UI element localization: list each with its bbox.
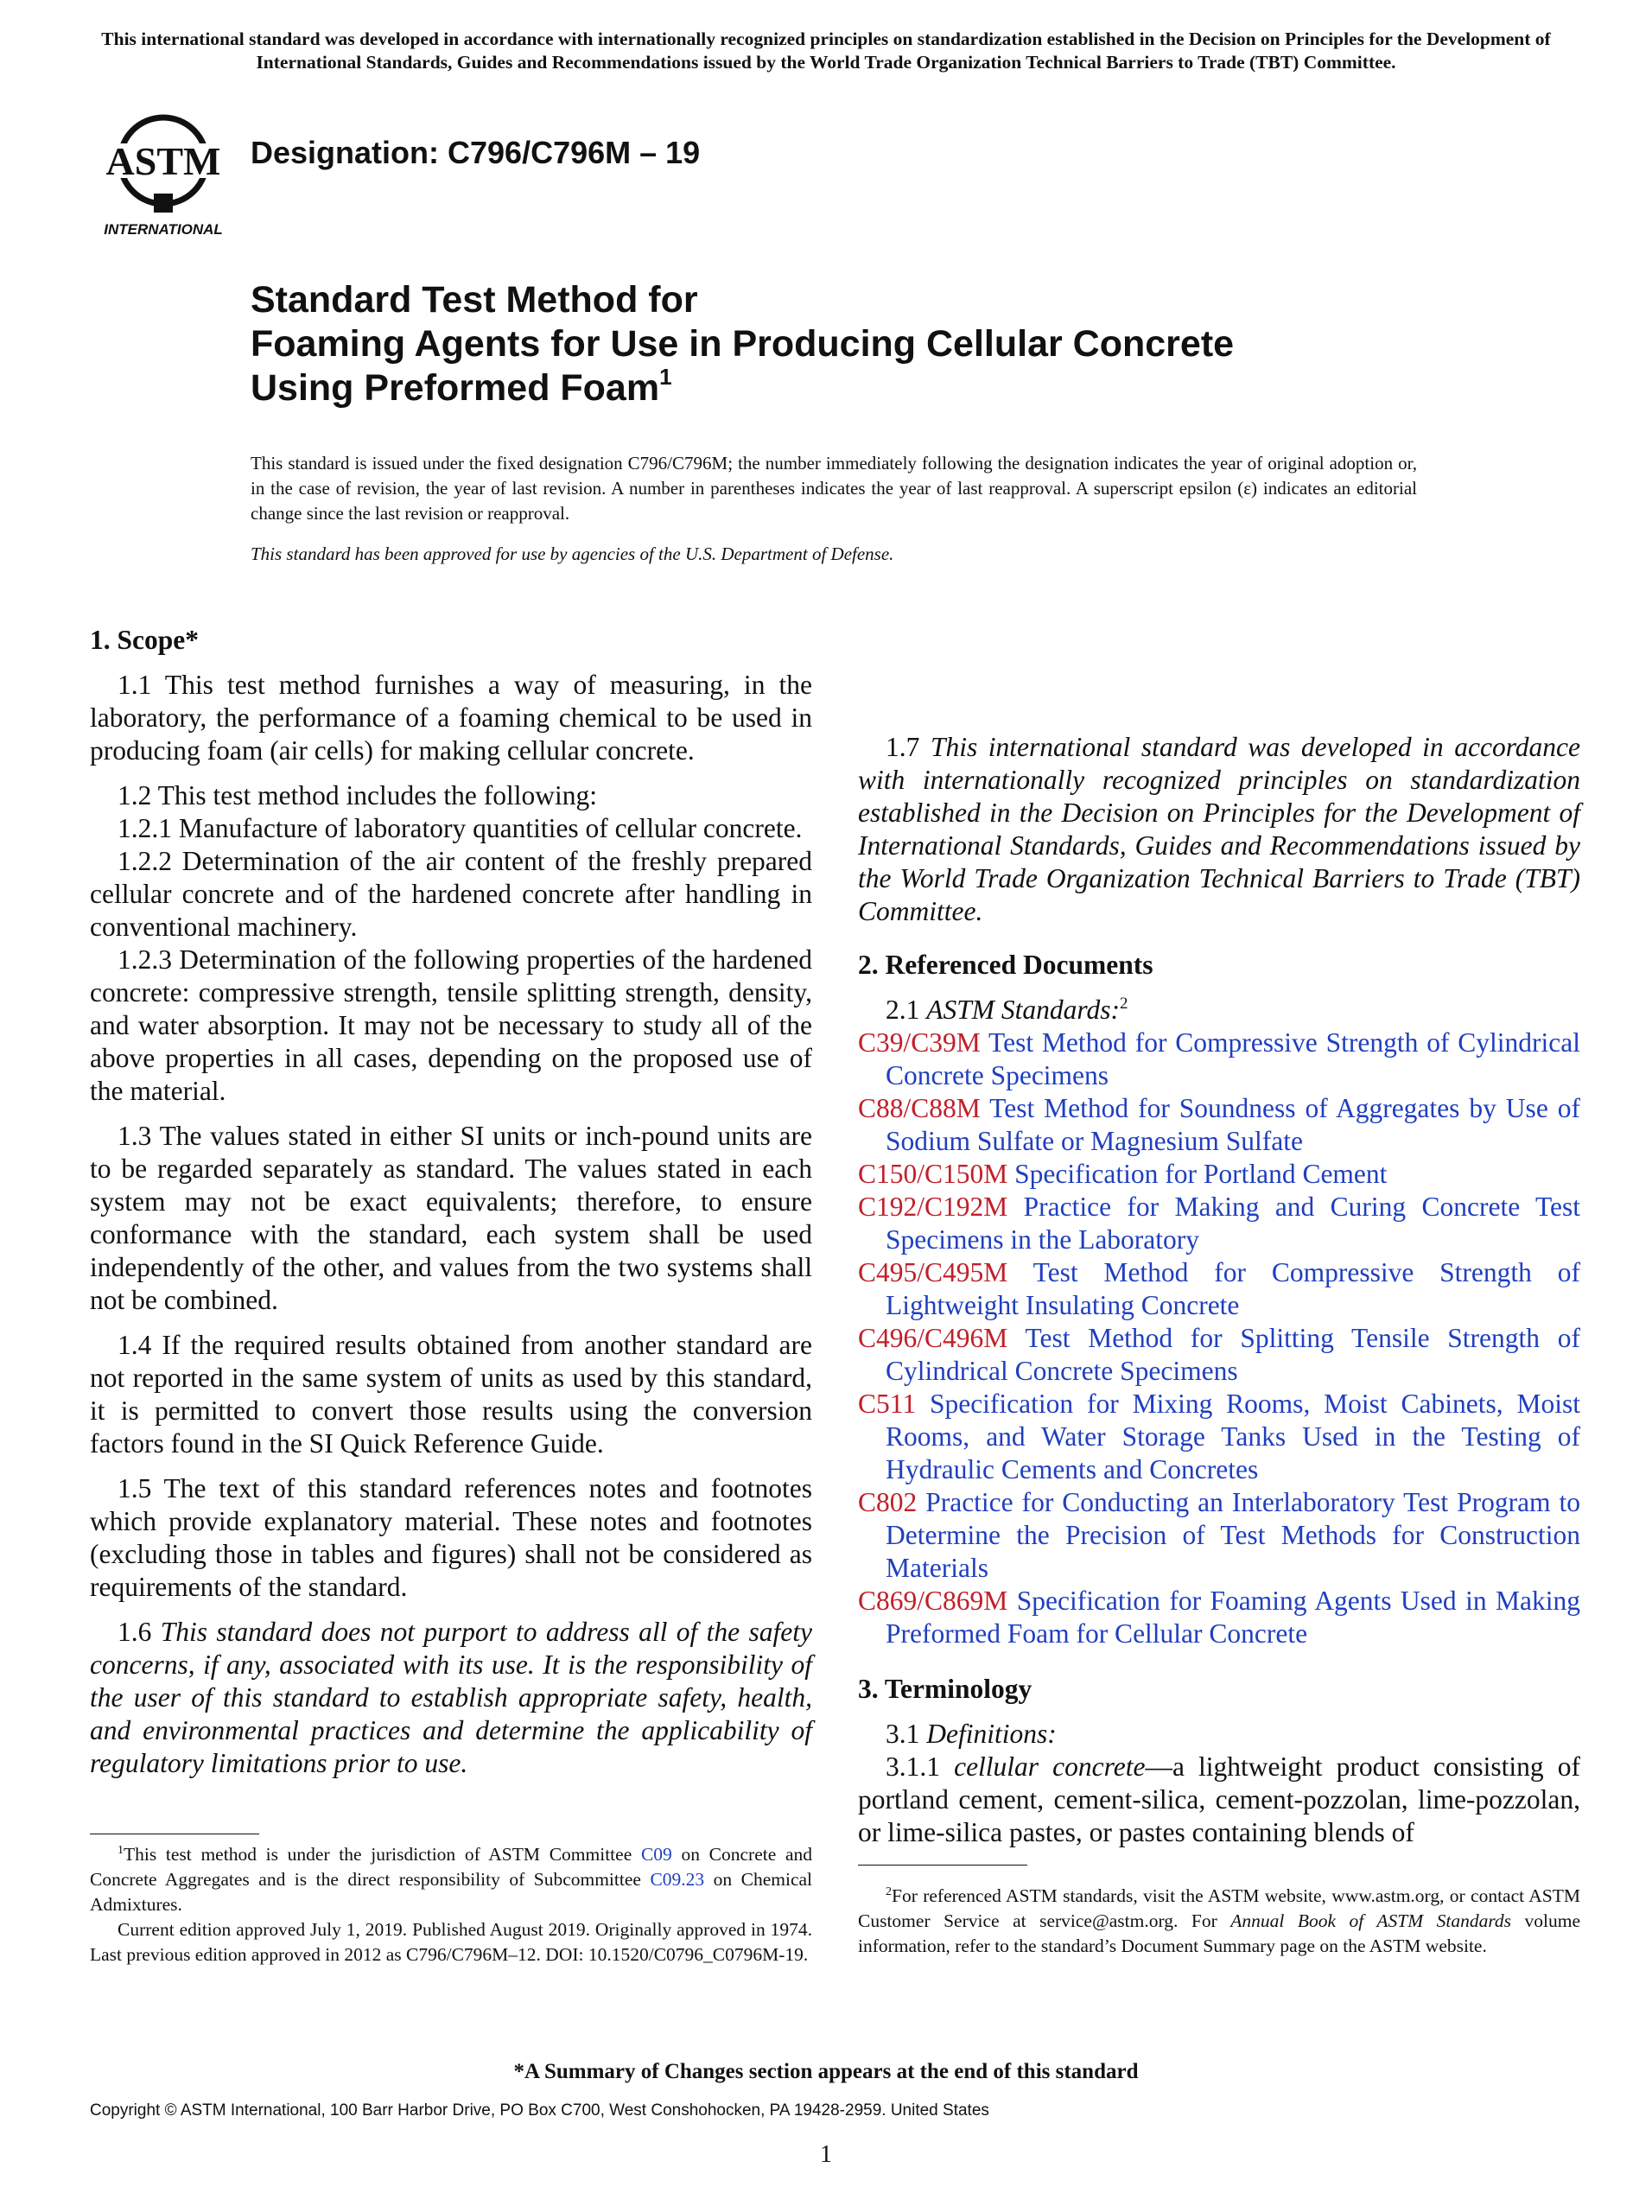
committee-c09-link[interactable]: C09 bbox=[640, 1844, 672, 1865]
footnote-2-italic: Annual Book of ASTM Standards bbox=[1230, 1910, 1512, 1931]
reference-item bbox=[858, 1388, 1580, 1486]
paragraph-1-7-number: 1.7 bbox=[886, 732, 920, 762]
reference-title-link[interactable]: Specification for Foaming Agents Used in Making Preformed Foam for Cellular Concrete bbox=[886, 1586, 1580, 1649]
reference-title-link[interactable]: Practice for Making and Curing Concrete Test Specimens in the Laboratory bbox=[886, 1192, 1580, 1255]
reference-code-link[interactable]: C495/C495M bbox=[858, 1257, 1008, 1287]
top-notice: This international standard was developed in accordance with internationally recognized principles on standardization established in the Decision on Principles for the Development of International Standards, Guides and Recommendations issued by the World Trade Organization Technical Barriers to Trade (TBT) Committee. bbox=[101, 29, 1551, 73]
reference-item bbox=[858, 1092, 1580, 1158]
paragraph-3-1-1 bbox=[858, 1751, 1580, 1849]
paragraph-3-1-1-text: —a lightweight product consisting of portland cement, cement-silica, cement-pozzolan, lime-pozzolan, or lime-silica pastes, or pastes containing blends of bbox=[858, 1751, 1580, 1847]
footnote-1-text-c: on Chemical Admixtures. bbox=[90, 1869, 813, 1915]
paragraph-1-6 bbox=[90, 1616, 812, 1780]
reference-code-link[interactable]: C869/C869M bbox=[858, 1586, 1008, 1616]
title-line-2: Foaming Agents for Use in Producing Cellular Concrete bbox=[251, 323, 1235, 365]
paragraph-1-2-2: 1.2.2 Determination of the air content of the freshly prepared cellular concrete and of the hardened concrete after handling in conventional machinery. bbox=[90, 846, 812, 942]
footnote-1-edition: Current edition approved July 1, 2019. Published August 2019. Originally approved in 1974. Last previous edition approved in 2012 as C796/C796M–12. DOI: 10.1520/C0796_C0796M-19. bbox=[90, 1919, 812, 1965]
reference-title-link[interactable]: Test Method for Compressive Strength of Lightweight Insulating Concrete bbox=[886, 1257, 1580, 1320]
reference-code-link[interactable]: C496/C496M bbox=[858, 1323, 1008, 1353]
reference-item bbox=[858, 1322, 1580, 1388]
footnote-1-text-b: on Concrete and Concrete Aggregates and is the direct responsibility of Subcommittee bbox=[90, 1844, 812, 1890]
section-heading-terminology: 3. Terminology bbox=[858, 1674, 1032, 1704]
footnote-2-paragraph bbox=[858, 1884, 1580, 1959]
paragraph-1-2-1: 1.2.1 Manufacture of laboratory quantities of cellular concrete. bbox=[118, 813, 803, 843]
paragraph-2-1-number: 2.1 bbox=[886, 995, 920, 1025]
title-footnote-mark: 1 bbox=[659, 364, 672, 390]
term-cellular-concrete: cellular concrete bbox=[954, 1751, 1146, 1782]
footnote-2-text-b: volume information, refer to the standard’s Document Summary page on the ASTM website. bbox=[858, 1910, 1581, 1956]
left-column bbox=[90, 624, 812, 1780]
paragraph-2-1-footnote-mark: 2 bbox=[1119, 995, 1128, 1013]
footnote-2-mark: 2 bbox=[886, 1885, 892, 1898]
reference-code-link[interactable]: C150/C150M bbox=[858, 1159, 1008, 1189]
logo-mark: ASTM bbox=[105, 139, 221, 183]
section-heading-referenced-documents: 2. Referenced Documents bbox=[858, 950, 1153, 980]
reference-item bbox=[858, 1027, 1580, 1092]
reference-title-link[interactable]: Test Method for Soundness of Aggregates by Use of Sodium Sulfate or Magnesium Sulfate bbox=[886, 1093, 1580, 1156]
footnote-2 bbox=[858, 1884, 1580, 1959]
reference-code-link[interactable]: C802 bbox=[858, 1487, 918, 1517]
section-heading-scope: 1. Scope* bbox=[90, 625, 199, 655]
reference-title-link[interactable]: Specification for Portland Cement bbox=[1014, 1159, 1388, 1189]
footnote-1-mark: 1 bbox=[118, 1844, 124, 1857]
issue-note-text: This standard is issued under the fixed designation C796/C796M; the number immediately following the designation indicates the year of original adoption or, in the case of revision, the year of last revision. A number in parentheses indicates the year of last reapproval. A superscript epsilon (ε) indicates an editorial change since the last revision or reapproval. bbox=[251, 453, 1417, 524]
footnote-2-text-a: For referenced ASTM standards, visit the ASTM website, www.astm.org, or contact ASTM Customer Service at service@astm.org. For bbox=[858, 1885, 1580, 1931]
paragraph-3-1-label: Definitions: bbox=[926, 1719, 1057, 1749]
paragraph-3-1-1-number: 3.1.1 bbox=[886, 1751, 940, 1782]
title-line-1: Standard Test Method for bbox=[251, 279, 698, 321]
paragraph-1-3: 1.3 The values stated in either SI units or inch-pound units are to be regarded separately as standard. The values stated in each system may not be exact equivalents; therefore, to ensure conformance with the standard, each system shall be used independently of the other, and values from the two systems shall not be combined. bbox=[90, 1121, 812, 1315]
paragraph-1-6-text: This standard does not purport to address all of the safety concerns, if any, associated with its use. It is the responsibility of the user of this standard to establish appropriate safety, health, and environmental practices and determine the applicability of regulatory limitations prior to use. bbox=[90, 1617, 812, 1778]
footnote-1 bbox=[90, 1842, 812, 1967]
reference-code-link[interactable]: C192/C192M bbox=[858, 1192, 1008, 1222]
reference-code-link[interactable]: C39/C39M bbox=[858, 1027, 981, 1058]
subcommittee-c09-23-link[interactable]: C09.23 bbox=[650, 1869, 705, 1890]
paragraph-1-1: 1.1 This test method furnishes a way of measuring, in the laboratory, the performance of a foaming chemical to be used in producing foam (air cells) for making cellular concrete. bbox=[90, 670, 812, 766]
paragraph-2-1 bbox=[858, 994, 1580, 1027]
document-title bbox=[251, 278, 1547, 410]
paragraph-3-1-number: 3.1 bbox=[886, 1719, 920, 1749]
paragraph-1-7 bbox=[858, 731, 1580, 928]
reference-item bbox=[858, 1158, 1580, 1191]
paragraph-1-5: 1.5 The text of this standard references notes and footnotes which provide explanatory material. These notes and footnotes (excluding those in tables and figures) shall not be considered as requirements of the standard. bbox=[90, 1473, 812, 1602]
footnote-1-text-a: This test method is under the jurisdiction of ASTM Committee bbox=[124, 1844, 641, 1865]
reference-code-link[interactable]: C511 bbox=[858, 1389, 917, 1419]
issue-note bbox=[251, 451, 1417, 526]
paragraph-1-7-text: This international standard was developed in accordance with internationally recognized principles on standardization established in the Decision on Principles for the Development of International Standards, Guides and Recommendations issued by the World Trade Organization Technical Barriers to Trade (TBT) Committee. bbox=[858, 732, 1580, 926]
title-line-3-text: Using Preformed Foam bbox=[251, 367, 660, 409]
paragraph-2-1-label: ASTM Standards: bbox=[926, 995, 1120, 1025]
page-number: 1 bbox=[820, 2141, 832, 2168]
footnote-rule-right bbox=[858, 1865, 1027, 1866]
reference-item bbox=[858, 1585, 1580, 1650]
astm-logo bbox=[90, 111, 237, 240]
footnote-1-paragraph bbox=[90, 1842, 812, 1917]
paragraph-1-6-number: 1.6 bbox=[118, 1617, 152, 1647]
dod-note: This standard has been approved for use by agencies of the U.S. Department of Defense. bbox=[251, 543, 894, 564]
paragraph-1-4: 1.4 If the required results obtained from another standard are not reported in the same system of units as used by this standard, it is permitted to convert those results using the conversion factors found in the SI Quick Reference Guide. bbox=[90, 1330, 812, 1459]
logo-label: INTERNATIONAL bbox=[104, 221, 223, 238]
reference-title-link[interactable]: Specification for Mixing Rooms, Moist Cabinets, Moist Rooms, and Water Storage Tanks Used in the Testing of Hydraulic Cements and Concretes bbox=[886, 1389, 1581, 1484]
reference-item bbox=[858, 1191, 1580, 1256]
reference-title-link[interactable]: Test Method for Splitting Tensile Strength of Cylindrical Concrete Specimens bbox=[886, 1323, 1580, 1386]
referenced-documents-list bbox=[858, 1027, 1580, 1650]
reference-title-link[interactable]: Practice for Conducting an Interlaboratory Test Program to Determine the Precision of Test Methods for Construction Materials bbox=[886, 1487, 1580, 1583]
copyright-line: Copyright © ASTM International, 100 Barr Harbor Drive, PO Box C700, West Conshohocken, PA 19428-2959. United States bbox=[90, 2101, 989, 2120]
paragraph-1-2: 1.2 This test method includes the following: bbox=[118, 780, 597, 810]
reference-code-link[interactable]: C88/C88M bbox=[858, 1093, 981, 1123]
reference-item bbox=[858, 1256, 1580, 1322]
right-column-content bbox=[858, 624, 1580, 1849]
reference-item bbox=[858, 1486, 1580, 1585]
paragraph-3-1 bbox=[858, 1718, 1580, 1751]
title-line-3 bbox=[251, 366, 1547, 410]
summary-of-changes-note: *A Summary of Changes section appears at the end of this standard bbox=[513, 2060, 1139, 2083]
paragraph-1-2-3: 1.2.3 Determination of the following properties of the hardened concrete: compressive strength, tensile splitting strength, density, and water absorption. It may not be necessary to study all of the above properties in all cases, depending on the proposed use of the material. bbox=[90, 944, 812, 1106]
designation: Designation: C796/C796M – 19 bbox=[251, 135, 701, 170]
reference-title-link[interactable]: Test Method for Compressive Strength of Cylindrical Concrete Specimens bbox=[886, 1027, 1580, 1090]
